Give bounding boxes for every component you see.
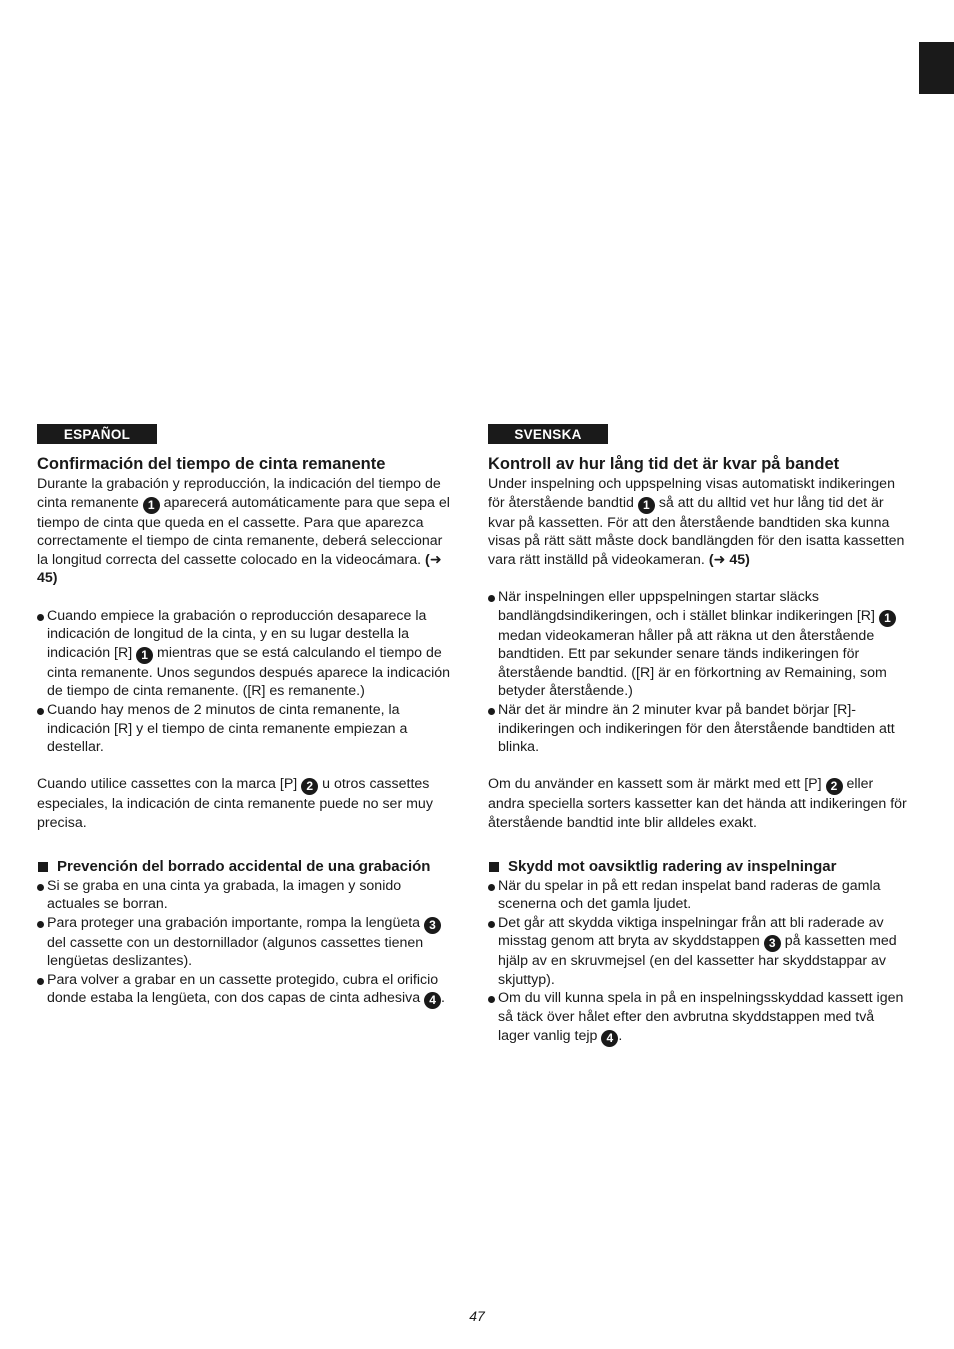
callout-4-icon: 4 xyxy=(424,992,441,1009)
espanol-column xyxy=(37,424,457,1009)
callout-2-icon: 2 xyxy=(826,778,843,795)
intro-paragraph: Durante la grabación y reproducción, la indicación del tiempo de cinta remanente 1 aparecerá automáticamente para que sepa el tiempo de cinta que queda en el cassette. Para que aparezca correctamente el tiempo de cinta remanente, deberá seleccionar la longitud correcta del cassette colocado en la videocámara. (➜ 45) xyxy=(37,476,450,587)
callout-2-icon: 2 xyxy=(301,778,318,795)
callout-4-icon: 4 xyxy=(601,1030,618,1047)
bullet-item: Cuando empiece la grabación o reproducción desaparece la indicación de longitud de la cinta, y en su lugar destella la indicación [R] 1 mientras que se está calculando el tiempo de cinta remanente. Unos segundos después aparece la indicación de tiempo de cinta remanente. ([R] es remanente.) xyxy=(37,607,457,701)
bullet-item: När det är mindre än 2 minuter kvar på bandet börjar [R]-indikeringen och indikeringen för den återstående bandtiden att blinka. xyxy=(488,701,908,757)
page-number: 47 xyxy=(469,1308,485,1324)
subheading: Prevención del borrado accidental de una grabación xyxy=(37,857,457,877)
bullet-list xyxy=(37,607,457,757)
bullet-item: Para volver a grabar en un cassette protegido, cubra el orificio donde estaba la lengüeta, con dos capas de cinta adhesiva 4 . xyxy=(37,971,457,1010)
note-paragraph: Om du använder en kassett som är märkt med ett [P] 2 eller andra speciella sorters kassetter kan det hända att indikeringen för återstående bandtid inte blir alldeles exakt. xyxy=(488,776,907,831)
subheading: Skydd mot oavsiktlig radering av inspelningar xyxy=(488,857,908,877)
svenska-column xyxy=(488,424,908,1047)
note-paragraph: Cuando utilice cassettes con la marca [P] 2 u otros cassettes especiales, la indicación de cinta remanente puede no ser muy precisa. xyxy=(37,776,433,831)
page-reference: (➜ 45) xyxy=(708,551,750,568)
bullet-item: Det går att skydda viktiga inspelningar från att bli raderade av misstag genom att bryta av skyddstappen 3 på kassetten med hjälp av en skruvmejsel (en del kassetter har skyddstappar av skjuttyp). xyxy=(488,914,908,990)
language-badge: ESPAÑOL xyxy=(37,424,157,444)
callout-3-icon: 3 xyxy=(764,935,781,952)
square-bullet-icon xyxy=(38,862,48,872)
bullet-item: Cuando hay menos de 2 minutos de cinta remanente, la indicación [R] y el tiempo de cinta remanente empiezan a destellar. xyxy=(37,701,457,757)
bullet-item: När inspelningen eller uppspelningen startar släcks bandlängdsindikeringen, och i stället blinkar indikeringen [R] 1 medan videokameran håller på att räkna ut den återstående bandtiden. Ett par sekunder senare tänds indikeringen för återstående bandtid. ([R] är en förkortning av Remaining, som betyder återstående.) xyxy=(488,588,908,701)
sub-bullet-list xyxy=(37,877,457,1010)
intro-paragraph: Under inspelning och uppspelning visas automatiskt indikeringen för återstående bandtid 1 så att du alltid vet hur lång tid det är kvar på kassetten. För att den återstående bandtiden ska kunna visas på rätt sätt måste dock bandlängden för den isatta kassetten vara rätt inställd på videokameran. (➜ 45) xyxy=(488,476,905,568)
section-title: Confirmación del tiempo de cinta remanente xyxy=(37,455,386,473)
square-bullet-icon xyxy=(489,862,499,872)
callout-3-icon: 3 xyxy=(424,917,441,934)
section-title: Kontroll av hur lång tid det är kvar på bandet xyxy=(488,455,840,473)
bullet-item: Para proteger una grabación importante, rompa la lengüeta 3 del cassette con un destornillador (algunos cassettes tienen lengüetas deslizantes). xyxy=(37,914,457,971)
bullet-list xyxy=(488,588,908,757)
section-tab xyxy=(919,42,954,94)
callout-1-icon: 1 xyxy=(136,647,153,664)
page-reference: (➜ 45) xyxy=(37,551,442,587)
bullet-item: När du spelar in på ett redan inspelat band raderas de gamla scenerna och det gamla ljudet. xyxy=(488,877,908,914)
callout-1-icon: 1 xyxy=(143,497,160,514)
sub-bullet-list xyxy=(488,877,908,1047)
language-badge: SVENSKA xyxy=(488,424,608,444)
callout-1-icon: 1 xyxy=(879,610,896,627)
bullet-item: Si se graba en una cinta ya grabada, la imagen y sonido actuales se borran. xyxy=(37,877,457,914)
callout-1-icon: 1 xyxy=(638,497,655,514)
bullet-item: Om du vill kunna spela in på en inspelningsskyddad kassett igen så täck över hålet efter den avbrutna skyddstappen med två lager vanlig tejp 4 . xyxy=(488,989,908,1046)
